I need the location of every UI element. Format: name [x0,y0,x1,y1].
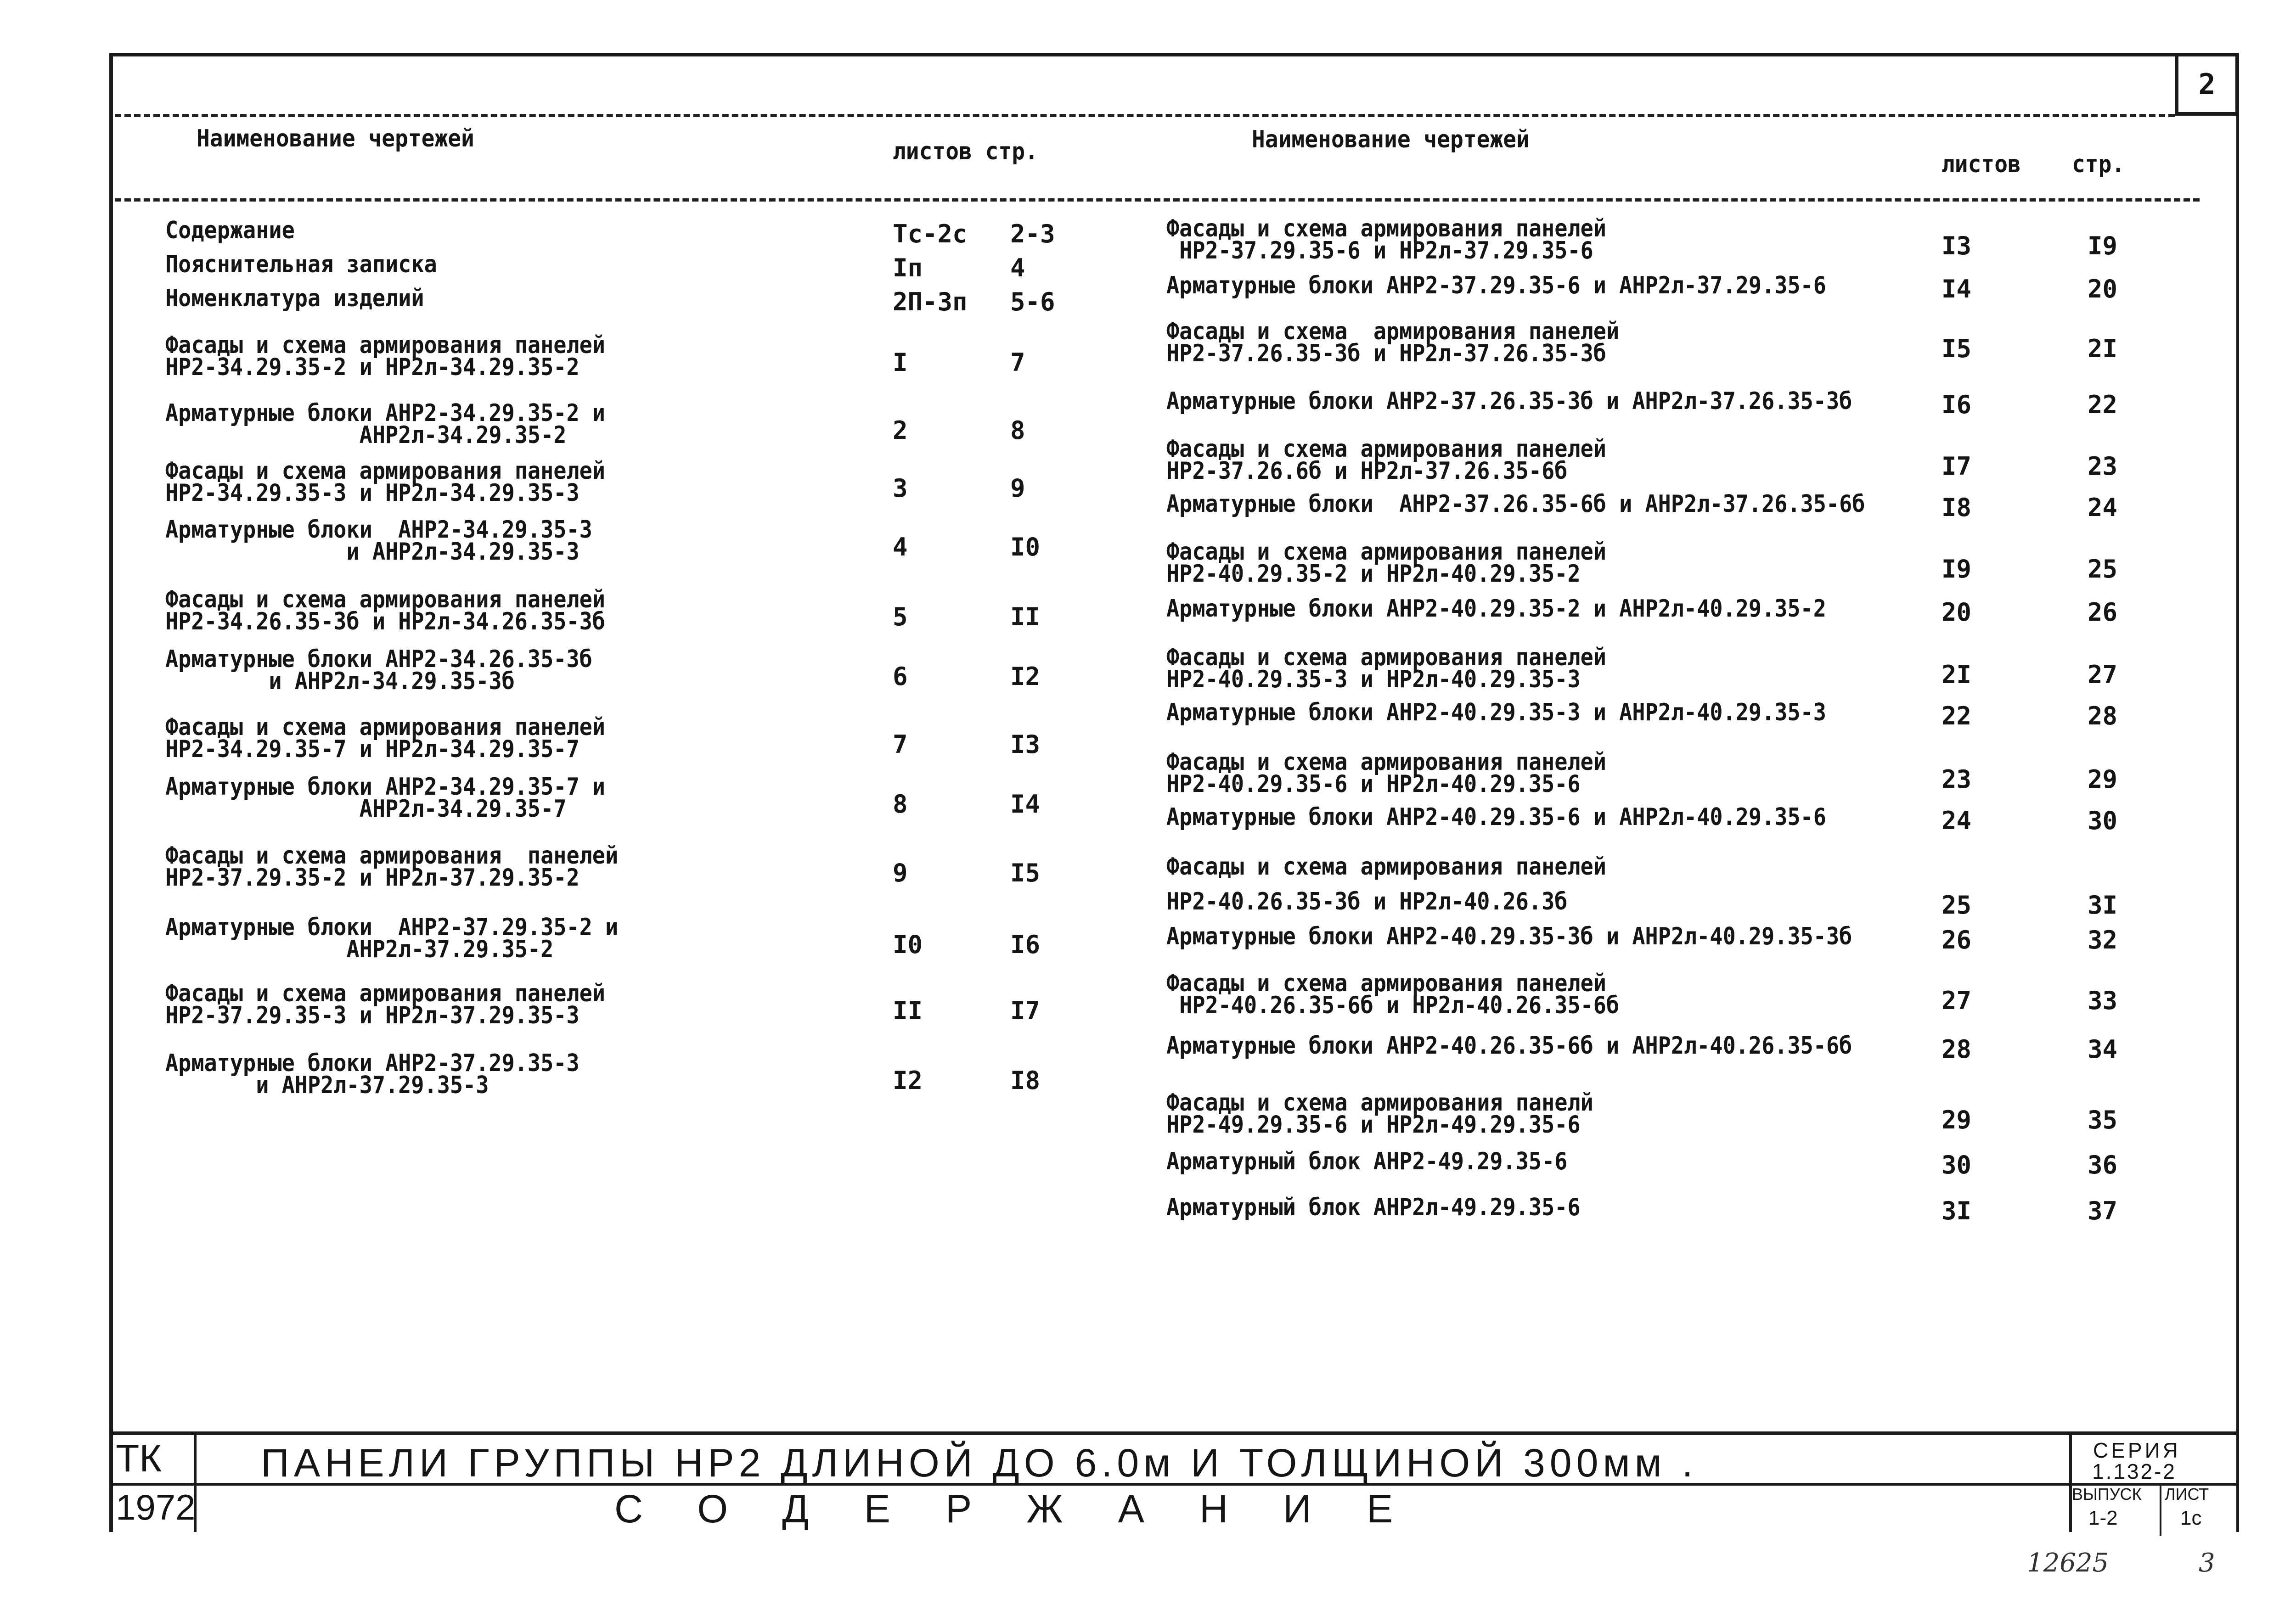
left-page-number: 8 [1010,416,1025,445]
right-sheet-count: I5 [1941,334,1972,363]
right-entry-title [1166,538,1606,588]
right-page-number: 33 [2088,986,2118,1015]
left-entry-title [165,645,592,695]
right-entry-line: Фасады и схема армирования панелей [1166,748,1606,776]
sheet-value: 1с [2180,1507,2202,1529]
left-entry-title [165,586,605,635]
series-value: 1.132-2 [2092,1459,2177,1483]
left-entry-line: Фасады и схема армирования панелей [165,980,605,1007]
left-page-number: I2 [1010,662,1041,691]
right-entry-title [1166,803,1826,831]
left-sheets-pages-header: листов стр. [893,138,1038,165]
left-entry-title [165,516,592,566]
right-entry-line: НР2-40.26.35-6б и НР2л-40.26.35-6б [1166,992,1620,1019]
left-page-number: 2-3 [1010,219,1055,248]
right-sheet-count: 25 [1941,891,1972,920]
left-entry-title [165,842,619,892]
left-sheet-count: 2П-3п [893,287,968,316]
right-entry-title [1166,490,1865,518]
left-entry-line: АНР2л-34.29.35-2 [165,421,567,449]
handwritten-number: 12625 [2027,1548,2109,1578]
left-entry-title [165,914,619,963]
right-entry-title [1166,748,1606,798]
left-sheet-count: 8 [893,790,908,819]
right-page-number: 2I [2088,334,2118,363]
left-entry-line: АНР2л-34.29.35-7 [165,795,567,823]
header-top-rule [115,114,2175,117]
right-page-number: 34 [2088,1035,2118,1064]
left-page-number: I3 [1010,730,1041,759]
title-block [109,1431,2239,1532]
right-sheet-count: 22 [1941,701,1972,730]
right-page-number: 32 [2088,926,2118,954]
right-sheet-count: 23 [1941,765,1972,794]
title-block-col-line [2160,1483,2161,1536]
left-entry-line: Фасады и схема армирования панелей [165,586,605,613]
right-page-number: 20 [2088,275,2118,303]
right-entry-title [1166,1032,1852,1060]
left-entry-line: НР2-34.29.35-7 и НР2л-34.29.35-7 [165,735,580,763]
left-entry-title [165,773,605,823]
right-sheet-count: 30 [1941,1150,1972,1179]
left-entry-line: АНР2л-37.29.35-2 [165,936,554,963]
right-page-number: 36 [2088,1150,2118,1179]
left-sheet-count: 7 [893,730,908,759]
right-sheets-header: листов [1941,151,2021,178]
right-entry-line: Арматурные блоки АНР2-37.29.35-6 и АНР2л-37.29.35-6 [1166,272,1826,299]
left-sheet-count: I0 [893,930,923,959]
right-page-number: I9 [2088,231,2118,260]
right-entry-title [1166,853,1606,881]
right-entry-line: НР2-40.29.35-2 и НР2л-40.29.35-2 [1166,560,1581,588]
left-entry-title [165,1049,580,1099]
left-entry-title [165,982,605,1027]
right-pages-header: стр. [2072,151,2125,178]
right-entry-line: НР2-37.26.6б и НР2л-37.26.35-6б [1166,457,1568,485]
left-sheet-count: I2 [893,1066,923,1095]
left-sheet-count: 5 [893,602,908,631]
left-sheet-count: I [893,348,908,377]
left-entry-line: НР2-37.29.35-2 и НР2л-37.29.35-2 [165,864,580,892]
left-page-number: I0 [1010,533,1041,561]
left-entry-title [165,457,605,507]
right-entry-title [1166,644,1606,693]
left-entry-line: Арматурные блоки АНР2-37.29.35-2 и [165,914,619,941]
left-sheet-count: Iп [893,253,923,282]
drawing-title: ПАНЕЛИ ГРУППЫ НР2 ДЛИНОЙ ДО 6.0м И ТОЛЩИНОЙ 300мм . [261,1441,1698,1485]
right-sheet-count: 26 [1941,926,1972,954]
left-entry-title [165,217,295,244]
left-page-number: I8 [1010,1066,1041,1095]
left-entry-line: и АНР2л-34.29.35-3б [165,668,515,695]
left-entry-line: Арматурные блоки АНР2-34.26.35-3б [165,645,592,673]
right-entry-line: Фасады и схема армирования панелей [1166,970,1606,997]
left-entry-line: НР2-34.29.35-2 и НР2л-34.29.35-2 [165,354,580,381]
left-entry-title [165,399,605,449]
code-bottom: 1972 [116,1487,196,1527]
left-entry-line: Арматурные блоки АНР2-34.29.35-2 и [165,399,605,427]
left-column-header: Наименование чертежей [197,125,474,152]
sheet-number: 2 [2175,53,2239,116]
right-entry-line: Фасады и схема армирования панелей [1166,853,1606,881]
right-page-number: 23 [2088,452,2118,481]
title-block-col-line [2069,1435,2072,1532]
right-entry-title [1166,595,1826,623]
right-page-number: 35 [2088,1106,2118,1134]
right-entry-line: Арматурные блоки АНР2-37.26.35-3б и АНР2л-37.26.35-3б [1166,387,1852,415]
left-entry-title [165,331,605,381]
right-page-number: 24 [2088,493,2118,522]
right-page-number: 3I [2088,891,2118,920]
right-entry-line: НР2-40.29.35-3 и НР2л-40.29.35-3 [1166,666,1581,693]
right-sheet-count: I3 [1941,231,1972,260]
left-sheet-count: II [893,996,923,1025]
left-entry-line: Арматурные блоки АНР2-37.29.35-3 [165,1049,580,1077]
right-entry-title [1166,435,1606,485]
left-sheet-count: 3 [893,474,908,503]
right-entry-line: Арматурный блок АНР2л-49.29.35-6 [1166,1194,1581,1221]
left-entry-line: Фасады и схема армирования панелей [165,457,605,485]
right-entry-line: Фасады и схема армирования панелей [1166,215,1606,242]
right-sheet-count: 3I [1941,1196,1972,1225]
left-entry-line: Фасады и схема армирования панелей [165,713,605,741]
right-entry-title [1166,320,1619,365]
left-entry-title [165,251,437,278]
left-sheet-count: 4 [893,533,908,561]
right-sheet-count: I6 [1941,390,1972,419]
left-page-number: I6 [1010,930,1041,959]
right-entry-title [1166,1089,1593,1139]
right-entry-line: Фасады и схема армирования панелей [1166,644,1606,671]
right-entry-line: Фасады и схема армирования панелей [1166,435,1606,463]
right-entry-line: Арматурные блоки АНР2-40.29.35-3б и АНР2л-40.29.35-3б [1166,923,1852,950]
right-entry-title [1166,387,1852,415]
right-column-header: Наименование чертежей [1252,126,1530,153]
left-page-number: 5-6 [1010,287,1055,316]
left-entry-line: Номенклатура изделий [165,285,424,312]
right-sheet-count: 27 [1941,986,1972,1015]
right-sheet-count: 28 [1941,1035,1972,1064]
left-sheet-count: 2 [893,416,908,445]
left-entry-line: и АНР2л-34.29.35-3 [165,538,580,566]
left-sheet-count: Тс-2с [893,219,968,248]
right-page-number: 30 [2088,806,2118,835]
right-entry-title [1166,272,1826,299]
left-entry-line: НР2-34.26.35-3б и НР2л-34.26.35-3б [165,608,605,635]
left-entry-line: Содержание [165,217,295,244]
right-entry-line: НР2-49.29.35-6 и НР2л-49.29.35-6 [1166,1111,1581,1139]
issue-label: ВЫПУСК [2072,1485,2142,1504]
right-page-number: 25 [2088,555,2118,584]
right-sheet-count: 2I [1941,660,1972,689]
right-entry-title [1166,215,1606,264]
left-entry-line: Арматурные блоки АНР2-34.29.35-3 [165,516,592,544]
right-entry-line: Фасады и схема армирования панелей [1166,538,1606,566]
left-page-number: 4 [1010,253,1025,282]
right-entry-line: НР2-40.29.35-6 и НР2л-40.29.35-6 [1166,770,1581,798]
left-entry-line: и АНР2л-37.29.35-3 [165,1072,489,1099]
series-label: СЕРИЯ [2093,1438,2181,1462]
right-entry-line: Арматурные блоки АНР2-40.26.35-6б и АНР2л-40.26.35-6б [1166,1032,1852,1060]
code-top: ТК [116,1437,162,1480]
right-page-number: 28 [2088,701,2118,730]
right-sheet-count: I8 [1941,493,1972,522]
right-entry-line: Арматурные блоки АНР2-40.29.35-2 и АНР2л-40.29.35-2 [1166,595,1826,623]
left-sheet-count: 9 [893,859,908,887]
right-page-number: 26 [2088,598,2118,627]
left-entry-line: НР2-34.29.35-3 и НР2л-34.29.35-3 [165,479,580,507]
right-page-number: 29 [2088,765,2118,794]
right-entry-line: Фасады и схема армирования панелй [1166,1089,1593,1117]
right-entry-title [1166,701,1826,724]
right-entry-line: Арматурные блоки АНР2-40.29.35-3 и АНР2л-40.29.35-3 [1166,699,1826,726]
right-entry-line: Арматурные блоки АНР2-37.26.35-6б и АНР2л-37.26.35-6б [1166,490,1865,518]
handwritten-page: 3 [2199,1548,2215,1578]
right-sheet-count: I9 [1941,555,1972,584]
left-page-number: I7 [1010,996,1041,1025]
sheet-label: ЛИСТ [2165,1485,2209,1504]
left-entry-line: Фасады и схема армирования панелей [165,842,619,870]
right-sheet-count: I4 [1941,275,1972,303]
right-entry-line: НР2-40.26.35-3б и НР2л-40.26.3б [1166,888,1568,915]
left-page-number: II [1010,602,1041,631]
left-page-number: 7 [1010,348,1025,377]
right-entry-title [1166,1150,1567,1173]
left-entry-line: Пояснительная записка [165,251,437,278]
right-sheet-count: 20 [1941,598,1972,627]
right-page-number: 22 [2088,390,2118,419]
right-page-number: 37 [2088,1196,2118,1225]
right-sheet-count: 24 [1941,806,1972,835]
left-sheet-count: 6 [893,662,908,691]
left-entry-title [165,713,605,763]
right-entry-title [1166,888,1568,915]
right-page-number: 27 [2088,660,2118,689]
right-entry-line: НР2-37.29.35-6 и НР2л-37.29.35-6 [1166,237,1593,264]
left-page-number: I4 [1010,790,1041,819]
drawing-subtitle: СОДЕРЖАНИЕ [614,1487,1448,1531]
issue-value: 1-2 [2088,1507,2118,1529]
right-entry-line: Фасады и схема армирования панелей [1166,318,1620,345]
right-entry-line: НР2-37.26.35-3б и НР2л-37.26.35-3б [1166,340,1606,367]
left-entry-line: НР2-37.29.35-3 и НР2л-37.29.35-3 [165,1002,580,1029]
right-entry-title [1166,1194,1581,1221]
right-entry-title [1166,970,1620,1019]
left-page-number: I5 [1010,859,1041,887]
left-page-number: 9 [1010,474,1025,503]
right-entry-title [1166,923,1852,950]
right-entry-line: Арматурные блоки АНР2-40.29.35-6 и АНР2л-40.29.35-6 [1166,803,1826,831]
left-entry-title [165,285,424,312]
right-sheet-count: 29 [1941,1106,1972,1134]
left-entry-line: Арматурные блоки АНР2-34.29.35-7 и [165,773,605,801]
right-entry-line: Арматурный блок АНР2-49.29.35-6 [1166,1148,1568,1175]
left-entry-line: Фасады и схема армирования панелей [165,331,605,359]
header-bottom-rule [115,198,2200,202]
right-sheet-count: I7 [1941,452,1972,481]
